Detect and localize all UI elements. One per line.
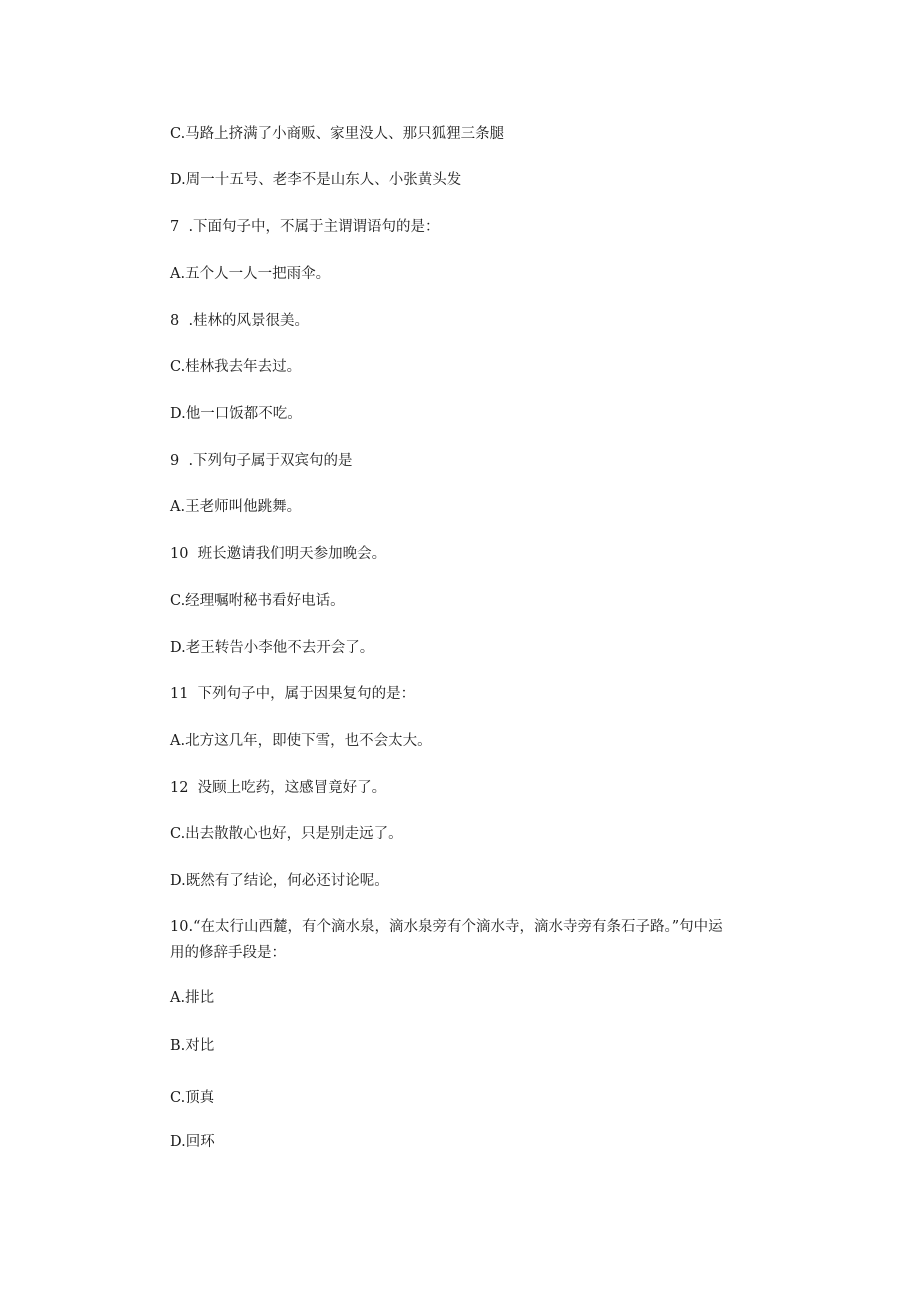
question-10-line-1: 10.“在太行山西麓，有个滴水泉，滴水泉旁有个滴水寺，滴水寺旁有条石子路。”句中运 xyxy=(170,919,723,935)
option-line: D.既然有了结论，何必还讨论呢。 xyxy=(170,873,389,889)
option-line: C.出去散散心也好，只是别走远了。 xyxy=(170,826,403,842)
answer-option-d: D.回环 xyxy=(170,1134,215,1150)
question-10-line-2: 用的修辞手段是： xyxy=(170,945,286,961)
answer-option-a: A.排比 xyxy=(170,990,215,1006)
question-line: 9 .下列句子属于双宾句的是 xyxy=(170,453,353,469)
question-line: 12 没顾上吃药，这感冒竟好了。 xyxy=(170,780,387,796)
option-line: D.他一口饭都不吃。 xyxy=(170,406,302,422)
option-line: C.马路上挤满了小商贩、家里没人、那只狐狸三条腿 xyxy=(170,126,505,142)
option-line: D.老王转告小李他不去开会了。 xyxy=(170,640,375,656)
answer-option-b: B.对比 xyxy=(170,1038,215,1054)
option-line: A.五个人一人一把雨伞。 xyxy=(170,266,331,282)
question-line: 8 .桂林的风景很美。 xyxy=(170,313,310,329)
answer-option-c: C.顶真 xyxy=(170,1090,215,1106)
option-line: C.经理嘱咐秘书看好电话。 xyxy=(170,593,345,609)
option-line: C.桂林我去年去过。 xyxy=(170,359,302,375)
option-line: D.周一十五号、老李不是山东人、小张黄头发 xyxy=(170,172,462,188)
question-10 xyxy=(170,914,798,966)
option-line: A.王老师叫他跳舞。 xyxy=(170,499,302,515)
question-line: 10 班长邀请我们明天参加晚会。 xyxy=(170,546,387,562)
question-line: 7 .下面句子中，不属于主谓谓语句的是： xyxy=(170,219,440,235)
option-line: A.北方这几年，即使下雪，也不会太大。 xyxy=(170,733,432,749)
question-line: 11 下列句子中，属于因果复句的是： xyxy=(170,686,416,702)
